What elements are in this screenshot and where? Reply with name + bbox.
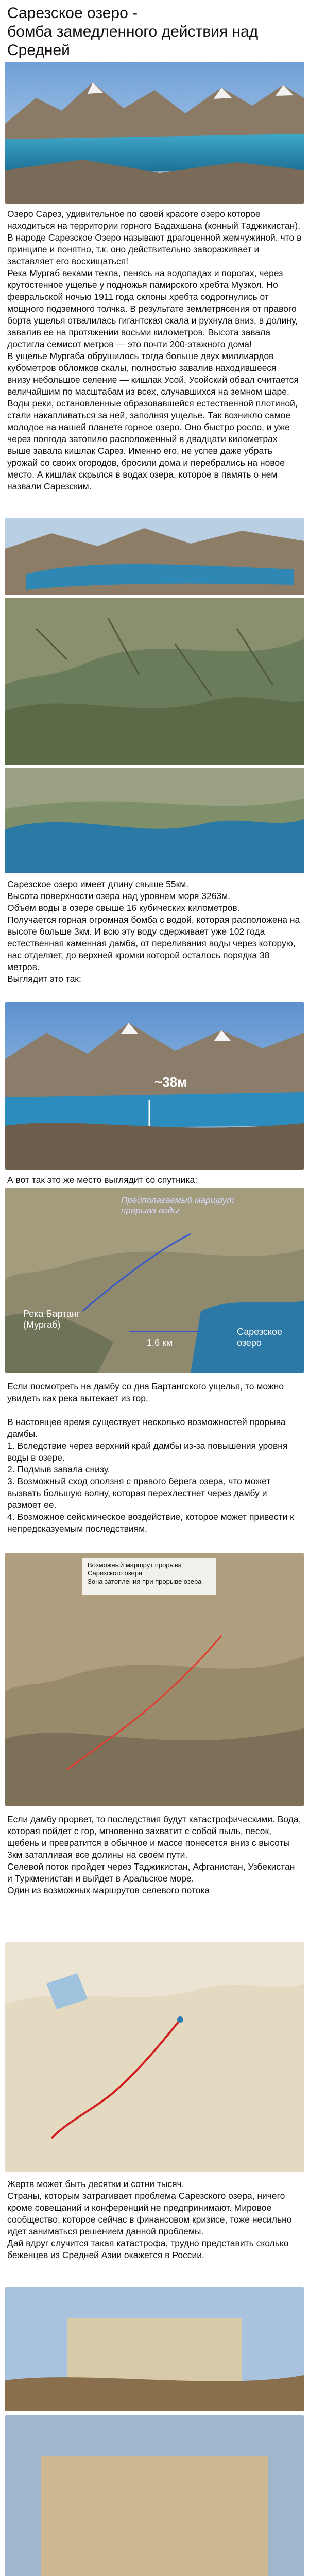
victims-text: Жертв может быть десятки и сотни тысяч. Страны, которым затрагивает проблема Сарезского озера, ничего кроме совещаний и конференций не предпринимают. Мировое сообщество, которое сейчас в финансовом кризисе, тоже несильно идет заниматься решением данной проблемы. Дай вдруг случится такая катастрофа, трудно представить сколько беженцев из Средней Азии окажется в России. bbox=[7, 2179, 292, 2260]
page-title: Сарезское озеро - бомба замедленного действия над Средней bbox=[7, 5, 259, 59]
flood-building-photo-2 bbox=[5, 2415, 304, 2576]
route-map-photo bbox=[5, 1553, 304, 1806]
satellite-intro-text: А вот так это же место выглядит со спутника: bbox=[7, 1175, 198, 1185]
central-asia-map bbox=[5, 1942, 304, 2172]
intro-text: Озеро Сарез, удивительное по своей красоте озеро которое находиться на территории горного Бадахшана (конный Таджикистан). В народе Сарезское Озеро называют драгоценной жемчужиной, что в принципе и понятно, т.к. оно действительно завораживает и заставляет его восхищаться! Река Мургаб веками текла, пенясь на водопадах и порогах, через крутостенное ущелье у подножья памирского хребта Музкол. Но февральской ночью 1911 года склоны хребта содрогнулись от мощного подземного толчка. В результате землетрясения от правого борта ущелья отвалилась гигантская скала и рухнула вниз, в долину, завалив ее на протяжении восьми километров. Высота завала достигла семисот метров — это почти 200-этажного дома! В ущелье Мургаба обрушилось тогда больше двух миллиардов кубометров обломков скалы, полностью завалив находившееся внизу небольшое селение — кишлак Усой. Усойский обвал считается величайшим по масштабам из всех, случавшихся на земном шаре. Воды реки, остановленные образовавшейся естественной плотиной, стали накапливаться за ней, заполняя ущелье. Так возникло самое молодое на нашей планете горное озеро. Оно быстро росло, и уже через полгода затопило расположенный в двадцати километрах выше завала кишлак Сарез. Именно его, не успев даже убрать урожай со своих огородов, бросили дома и перебрались на новое место. А кишлак скрылся в водах озера, которое в память о нем назвали Сарезским. bbox=[7, 209, 302, 492]
lake-panorama-photo bbox=[5, 62, 304, 204]
map-legend-route: Возможный маршрут прорыва Сарезского озера bbox=[88, 1561, 182, 1577]
flood-building-photo-1 bbox=[5, 2287, 304, 2411]
consequences-text: Если дамбу прорвет, то последствия будут катастрофическими. Вода, которая пойдет с гор, мгновенно захватит с собой пыль, песок, щебень и превратится в обычное и массе понесется вниз с высоты 3км затапливая все долины на своем пути. Селевой поток пройдет через Таджикистан, Афганистан, Узбекистан и Туркменистан и выйдет в Аральское море. Один из возможных маршрутов селевого потока bbox=[7, 1814, 301, 1895]
map-legend-zone: Зона затопления при прорыве озера bbox=[88, 1578, 202, 1585]
valley-photo bbox=[5, 518, 304, 595]
dam-height-label: ~38м bbox=[154, 1074, 187, 1090]
lake-shore-photo bbox=[5, 768, 304, 873]
aerial-mountains-photo bbox=[5, 598, 304, 765]
breach-scenarios-text: Если посмотреть на дамбу со дна Бартангского ущелья, то можно увидеть как река вытекает из гор. В настоящее время существует несколько возможностей прорыва дамбы. 1. Вследствие через верхний край дамбы из-за повышения уровня воды в озере. 2. Подмыв завала снизу. 3. Возможный сход оползня с правого берега озера, что может вызвать большую волну, которая перехлестнет через дамбу и размоет ее. 4. Возможное сейсмическое воздействие, которое может привести к непредсказуемым последствиям. bbox=[7, 1381, 294, 1534]
distance-label: 1,6 км bbox=[147, 1337, 173, 1348]
river-label: Река Бартанг (Мургаб) bbox=[23, 1309, 80, 1330]
lake-facts-text: Сарезское озеро имеет длину свыше 55км. Высота поверхности озера над уровнем моря 3263м. Объем воды в озере свыше 16 кубических километров. Получается горная огромная бомба с водой, которая расположена на высоте больше 3км. И всю эту воду сдерживает уже 102 года естественная каменная дамба, от переливания воды через которую, нас отделяет, до верхней кромки которой осталось порядка 38 метров. Выглядит это так: bbox=[7, 879, 300, 984]
lake-label: Сарезское озеро bbox=[237, 1327, 282, 1348]
route-label: Предполагаемый маршрут прорыва воды bbox=[121, 1195, 234, 1215]
